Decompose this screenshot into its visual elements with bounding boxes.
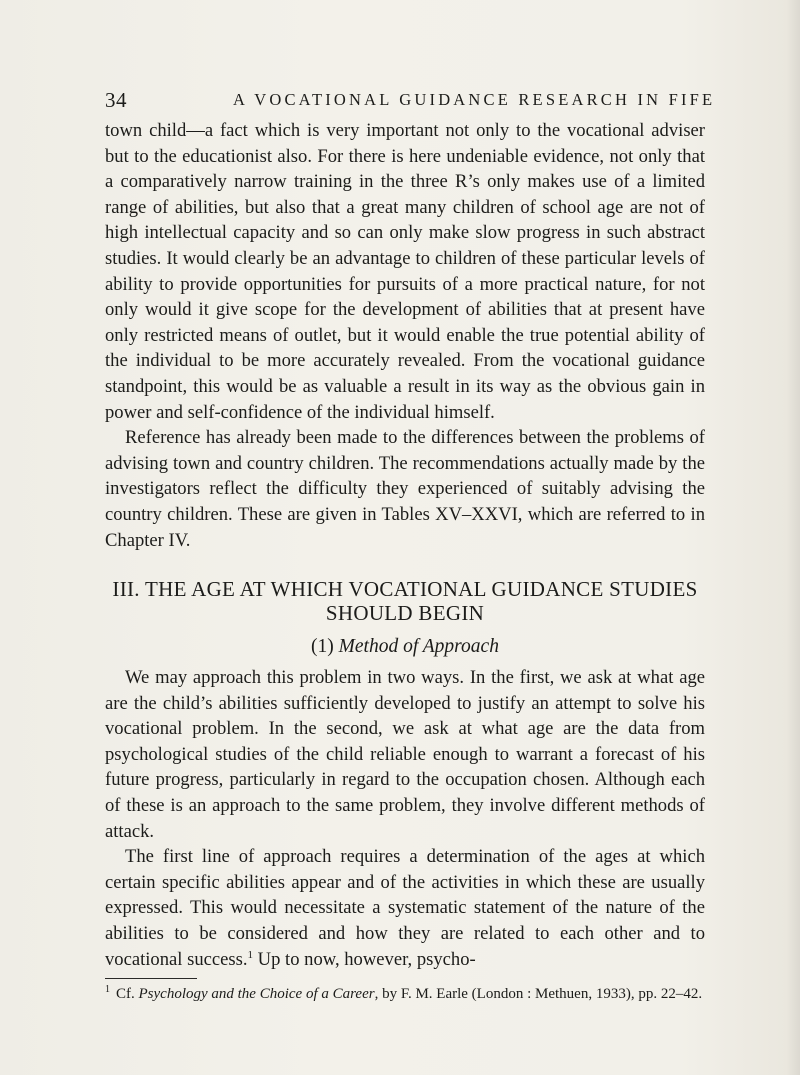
subsection-title: Method of Approach: [338, 636, 499, 658]
section-heading: III. THE AGE AT WHICH VOCATIONAL GUIDANCE STUDIES SHOULD BEGIN: [112, 577, 698, 626]
paragraph-1: town child—a fact which is very important not only to the vocational adviser but to the educationist also. For there is here undeniable evidence, not only that a comparatively narrow training in the three R’s only makes use of a limited range of abilities, but also that a great many children of school age are not of high intellectual capacity and so can only make slow progress in such abstract studies. It would clearly be an advantage to children of these particular levels of ability to provide opportunities for pursuits of a more practical nature, for not only would it give scope for the development of abilities that at present have only restricted means of outlet, but it would enable the true potential ability of the individual to be more accurately revealed. From the vocational guidance standpoint, this would be as valuable a result in its way as the obvious gain in power and self-confidence of the individual himself.: [105, 120, 705, 423]
footnote-book-title: Psychology and the Choice of a Career: [138, 986, 375, 1003]
paragraph-4-tail: Up to now, however, psycho-: [253, 948, 476, 970]
subsection-heading: [105, 634, 705, 659]
running-head: [105, 88, 716, 112]
running-title: A VOCATIONAL GUIDANCE RESEARCH IN FIFE: [233, 90, 716, 109]
footnote-reference: 1: [247, 948, 254, 961]
footnote: [105, 984, 705, 1004]
footnote-rule: [105, 978, 197, 979]
footnote-number: 1: [105, 984, 110, 996]
subsection-number: (1): [311, 636, 334, 658]
footnote-citation: , by F. M. Earle (London : Methuen, 1933), pp. 22–42.: [374, 986, 703, 1003]
paragraph-3: We may approach this problem in two ways. In the first, we ask at what age are the child’s abilities sufficiently developed to justify an attempt to solve his vocational problem. In the second, we ask at what age are the data from psychological studies of the child reliable enough to warrant a forecast of his future progress, particularly in regard to the occupation chosen. Although each of these is an approach to the same problem, they involve different methods of attack.: [105, 667, 705, 842]
page-edge-shadow: [786, 0, 800, 1075]
paragraph-4-text: The first line of approach requires a determination of the ages at which certain specific abilities appear and of the activities in which these are usually expressed. This would necessitate a systematic statement of the nature of the abilities to be considered and how they are related to each other and to vocational success.: [105, 846, 705, 970]
paragraph-4: [105, 844, 705, 972]
footnote-prefix: Cf.: [116, 986, 139, 1003]
paragraph-2: Reference has already been made to the differences between the problems of advising town and country children. The recommendations actually made by the investigators reflect the difficulty they experienced of suitably advising the country children. These are given in Tables XV–XXVI, which are referred to in Chapter IV.: [105, 427, 705, 551]
page-number: 34: [105, 88, 127, 112]
body-text: [105, 118, 705, 1004]
